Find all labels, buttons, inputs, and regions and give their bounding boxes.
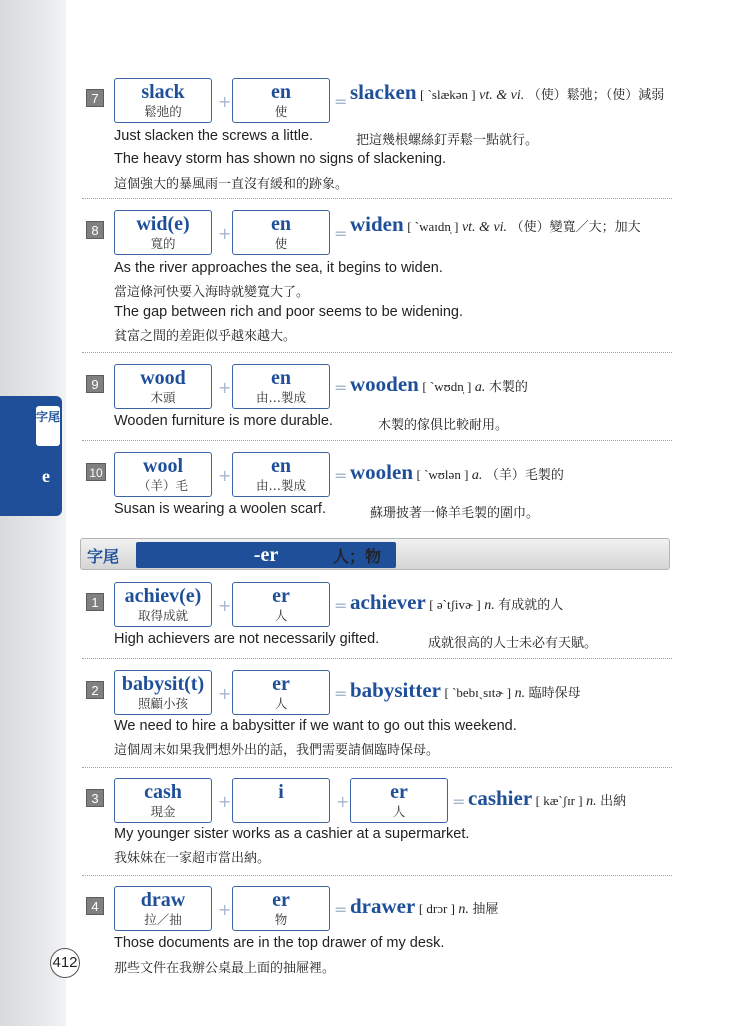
- suffix-word: en: [271, 213, 291, 235]
- result-definition: [350, 462, 675, 486]
- pronunciation: [ drɔr ]: [418, 901, 455, 916]
- result-word: babysitter: [350, 678, 441, 702]
- equals-icon: =: [334, 224, 348, 243]
- plus-icon: +: [218, 792, 232, 811]
- suffix-meaning: 人: [392, 804, 406, 819]
- meaning: （使）變寬／大；加大: [510, 220, 641, 235]
- root-word: wool: [143, 455, 183, 477]
- section-label: 字尾: [87, 547, 120, 566]
- example-zh: 這個周末如果我們想外出的話，我們需要請個臨時保母。: [114, 743, 440, 758]
- connector-letter: i: [278, 781, 284, 803]
- suffix-meaning: 人: [274, 696, 288, 711]
- root-word: achiev(e): [124, 585, 202, 607]
- suffix-box: [232, 452, 330, 497]
- example-zh: 那些文件在我辦公桌最上面的抽屜裡。: [114, 961, 336, 976]
- root-box: [114, 210, 212, 255]
- part-of-speech: n.: [514, 686, 526, 701]
- root-box: [114, 364, 212, 409]
- pronunciation: [ ˋwaɪdn̩ ]: [407, 219, 459, 234]
- example-en: My younger sister works as a cashier at a supermarket.: [114, 826, 470, 842]
- example-zh: 我妹妹在一家超市當出納。: [114, 851, 271, 866]
- suffix-word: en: [271, 81, 291, 103]
- part-of-speech: n.: [458, 902, 469, 917]
- example-zh: 蘇珊披著一條羊毛製的圍巾。: [370, 506, 540, 521]
- result-definition: [350, 680, 675, 704]
- root-word: draw: [140, 889, 186, 911]
- root-word: wood: [140, 367, 186, 389]
- meaning: 出納: [600, 794, 627, 809]
- plus-icon: +: [218, 466, 232, 485]
- example-en: Susan is wearing a woolen scarf.: [114, 501, 326, 517]
- entry-number: 1: [86, 593, 104, 611]
- equals-icon: =: [334, 378, 348, 397]
- suffix-meaning: 物: [274, 912, 288, 927]
- suffix-word: er: [390, 781, 408, 803]
- root-meaning: （羊）毛: [137, 478, 188, 493]
- root-box: [114, 452, 212, 497]
- root-meaning: 木頭: [150, 390, 176, 405]
- suffix-box: [232, 78, 330, 123]
- page-number: 412: [50, 948, 80, 978]
- plus-icon: +: [218, 378, 232, 397]
- suffix-box: [232, 364, 330, 409]
- example-en: Just slacken the screws a little.: [114, 128, 314, 144]
- part-of-speech: n.: [484, 598, 495, 613]
- divider: [82, 440, 672, 441]
- equals-icon: =: [334, 900, 348, 919]
- pronunciation: [ ˋwʊdn̩ ]: [422, 379, 472, 394]
- meaning: 木製的: [488, 380, 528, 395]
- pronunciation: [ ˋslækən ]: [420, 87, 476, 102]
- example-zh: 貧富之間的差距似乎越來越大。: [114, 329, 297, 344]
- divider: [82, 658, 672, 659]
- result-definition: [350, 214, 675, 238]
- section-header: [80, 538, 670, 570]
- suffix-meaning: 使: [274, 236, 288, 251]
- plus-icon: +: [336, 792, 350, 811]
- meaning: （羊）毛製的: [485, 468, 564, 483]
- plus-icon: +: [218, 684, 232, 703]
- example-zh: 把這幾根螺絲釘弄鬆一點就行。: [356, 133, 539, 148]
- entry-drawer: [84, 886, 670, 978]
- suffix-word: er: [272, 673, 290, 695]
- root-meaning: 取得成就: [137, 608, 188, 623]
- root-meaning: 寬的: [150, 236, 176, 251]
- connector-box: [232, 778, 330, 823]
- result-definition: [350, 82, 675, 106]
- section-meaning: 人；物: [333, 547, 382, 566]
- result-definition: [350, 896, 675, 920]
- suffix-box: [232, 670, 330, 715]
- side-tab-letter: e: [42, 466, 50, 486]
- divider: [82, 352, 672, 353]
- entry-widen: [84, 210, 670, 344]
- example-zh: 這個強大的暴風雨一直沒有緩和的跡象。: [114, 177, 349, 192]
- root-meaning: 鬆弛的: [144, 104, 182, 119]
- example-en: The heavy storm has shown no signs of slackening.: [114, 151, 447, 167]
- part-of-speech: vt. & vi.: [479, 88, 525, 103]
- example-en: Wooden furniture is more durable.: [114, 413, 333, 429]
- example-en: We need to hire a babysitter if we want to go out this weekend.: [114, 718, 517, 734]
- suffix-box: [232, 886, 330, 931]
- part-of-speech: a.: [474, 380, 486, 395]
- entry-number: 9: [86, 375, 104, 393]
- section-suffix: -er: [136, 542, 396, 568]
- part-of-speech: a.: [471, 468, 483, 483]
- result-word: drawer: [350, 894, 416, 918]
- entry-number: 4: [86, 897, 104, 915]
- pronunciation: [ ˋbebɪˏsɪtɚ ]: [444, 685, 512, 700]
- result-word: achiever: [350, 590, 426, 614]
- root-box: [114, 778, 212, 823]
- root-word: babysit(t): [121, 673, 205, 695]
- root-word: slack: [141, 81, 185, 103]
- suffix-box: [232, 210, 330, 255]
- example-en: The gap between rich and poor seems to be widening.: [114, 304, 464, 320]
- suffix-meaning: 使: [274, 104, 288, 119]
- result-definition: [350, 374, 675, 398]
- result-definition: [350, 592, 675, 616]
- root-box: [114, 582, 212, 627]
- example-en: Those documents are in the top drawer of my desk.: [114, 935, 445, 951]
- suffix-word: er: [272, 585, 290, 607]
- suffix-word: er: [272, 889, 290, 911]
- example-zh: 成就很高的人士未必有天賦。: [428, 636, 598, 651]
- root-meaning: 現金: [150, 804, 176, 819]
- result-word: wooden: [350, 372, 419, 396]
- meaning: 有成就的人: [498, 598, 564, 613]
- suffix-meaning: 人: [274, 608, 288, 623]
- root-word: cash: [144, 781, 182, 803]
- result-word: cashier: [468, 786, 533, 810]
- equals-icon: =: [334, 596, 348, 615]
- part-of-speech: n.: [586, 794, 597, 809]
- entry-babysitter: [84, 670, 670, 760]
- entry-achiever: [84, 582, 670, 652]
- entry-woolen: [84, 452, 670, 522]
- root-box: [114, 886, 212, 931]
- root-box: [114, 670, 212, 715]
- side-tab-label: 字尾: [36, 406, 60, 446]
- suffix-meaning: 由…製成: [255, 390, 306, 405]
- suffix-word: en: [271, 455, 291, 477]
- example-zh: 當這條河快要入海時就變寬大了。: [114, 285, 310, 300]
- result-definition: [468, 788, 678, 812]
- entry-cashier: [84, 778, 670, 868]
- root-box: [114, 78, 212, 123]
- entry-number: 10: [86, 463, 106, 481]
- result-word: widen: [350, 212, 404, 236]
- suffix-word: en: [271, 367, 291, 389]
- divider: [82, 198, 672, 199]
- pronunciation: [ ˋwʊlən ]: [416, 467, 469, 482]
- plus-icon: +: [218, 92, 232, 111]
- plus-icon: +: [218, 224, 232, 243]
- suffix-meaning: 由…製成: [255, 478, 306, 493]
- entry-wooden: [84, 364, 670, 434]
- plus-icon: +: [218, 596, 232, 615]
- entry-number: 2: [86, 681, 104, 699]
- divider: [82, 875, 672, 876]
- meaning: 臨時保母: [528, 686, 581, 701]
- root-meaning: 照顧小孩: [137, 696, 188, 711]
- pronunciation: [ kæˋʃɪr ]: [535, 793, 583, 808]
- suffix-box: [350, 778, 448, 823]
- result-word: woolen: [350, 460, 413, 484]
- meaning: 抽屜: [472, 902, 499, 917]
- equals-icon: =: [452, 792, 466, 811]
- example-en: High achievers are not necessarily gifted.: [114, 631, 380, 647]
- entry-number: 7: [86, 89, 104, 107]
- divider: [82, 767, 672, 768]
- suffix-box: [232, 582, 330, 627]
- plus-icon: +: [218, 900, 232, 919]
- entry-slacken: [84, 78, 670, 192]
- root-word: wid(e): [136, 213, 190, 235]
- equals-icon: =: [334, 466, 348, 485]
- pronunciation: [ əˋtʃivɚ ]: [429, 597, 481, 612]
- meaning: （使）鬆弛；（使）減弱: [527, 88, 665, 103]
- root-meaning: 拉／抽: [144, 912, 182, 927]
- equals-icon: =: [334, 684, 348, 703]
- entry-number: 3: [86, 789, 104, 807]
- result-word: slacken: [350, 80, 417, 104]
- example-en: As the river approaches the sea, it begins to widen.: [114, 260, 443, 276]
- part-of-speech: vt. & vi.: [461, 220, 508, 235]
- entry-number: 8: [86, 221, 104, 239]
- equals-icon: =: [334, 92, 348, 111]
- example-zh: 木製的傢俱比較耐用。: [378, 418, 509, 433]
